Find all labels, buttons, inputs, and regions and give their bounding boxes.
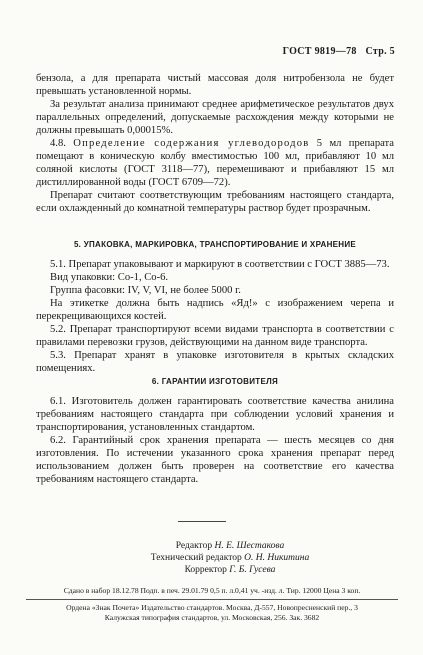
packaging-type: Вид упаковки: Со-1, Со-6.: [50, 272, 169, 283]
tech-editor-line: Технический редактор О. Н. Никитина: [150, 553, 310, 563]
editor-line: Редактор Н. Е. Шестакова: [175, 541, 285, 551]
paragraph-4-8: [36, 137, 394, 189]
page-header: [277, 46, 395, 57]
body-block-3: [36, 395, 394, 486]
clause-6-1: 6.1. Изготовитель должен гарантировать соответствие качества анилина требованиям настоящего стандарта при соблюдении условий хранения и транспортирования, установленных стандартом.: [36, 396, 394, 433]
imprint-line: Сдано в набор 18.12.78 Подп. в печ. 29.01.79 0,5 п. л.0,41 уч. -изд. л. Тир. 12000 Цена 3 коп.: [63, 586, 361, 595]
clause-title: Определение содержания углеводородов: [73, 138, 310, 149]
divider: [178, 521, 226, 522]
clause-text: 5 мл препарата помещают в коническую колбу вместимостью 100 мл, прибавляют 10 мл соляной кислоты (ГОСТ 3118—77), перемешивают и прибавляют 15 мл дистиллированной воды (ГОСТ 6709—72).: [36, 138, 395, 188]
gost-number: ГОСТ 9819—78: [282, 46, 357, 57]
paragraph-continuation: бензола, а для препарата чистый массовая доля нитробензола не будет превышать установленной нормы.: [36, 73, 394, 97]
section-5-heading: 5. УПАКОВКА, МАРКИРОВКА, ТРАНСПОРТИРОВАНИЕ И ХРАНЕНИЕ: [73, 240, 357, 249]
body-block-2: [36, 258, 394, 375]
clause-5-2: 5.2. Препарат транспортируют всеми видами транспорта в соответствии с правилами перевозки грузов, действующими на данном виде транспорта.: [36, 324, 394, 348]
credits: [90, 540, 370, 576]
paragraph-result: За результат анализа принимают среднее арифметическое результатов двух параллельных определений, допускаемые расхождения между которыми не должны превышать 0,00015%.: [36, 99, 394, 136]
packing-group: Группа фасовки: IV, V, VI, не более 5000 г.: [50, 285, 241, 296]
page-number: Стр. 5: [365, 46, 395, 57]
clause-5-1: 5.1. Препарат упаковывают и маркируют в соответствии с ГОСТ 3885—73.: [50, 259, 390, 270]
clause-5-3: 5.3. Препарат хранят в упаковке изготовителя в крытых складских помещениях.: [36, 350, 394, 374]
section-6-heading: 6. ГАРАНТИИ ИЗГОТОВИТЕЛЯ: [151, 377, 279, 386]
publisher-line-2: Калужская типография стандартов, ул. Московская, 256. Зак. 3682: [104, 613, 320, 622]
label-requirement: На этикетке должна быть надпись «Яд!» с изображением черепа и перекрещивающихся костей.: [36, 298, 394, 322]
footer-rule: [26, 599, 398, 600]
publisher-line-1: Ордена «Знак Почета» Издательство стандартов. Москва, Д-557, Новопресненский пер., 3: [66, 603, 358, 612]
corrector-line: Корректор Г. Б. Гусева: [184, 565, 276, 575]
body-block-1: [36, 72, 394, 215]
paragraph-conformity: Препарат считают соответствующим требованиям настоящего стандарта, если охлажденный до комнатной температуры раствор будет прозрачным.: [36, 190, 394, 214]
clause-6-2: 6.2. Гарантийный срок хранения препарата — шесть месяцев со дня изготовления. По истечении указанного срока хранения препарат перед использованием должен быть проверен на соответствие его качества требованиям настоящего стандарта.: [36, 435, 394, 485]
clause-number: 4.8.: [50, 138, 66, 149]
